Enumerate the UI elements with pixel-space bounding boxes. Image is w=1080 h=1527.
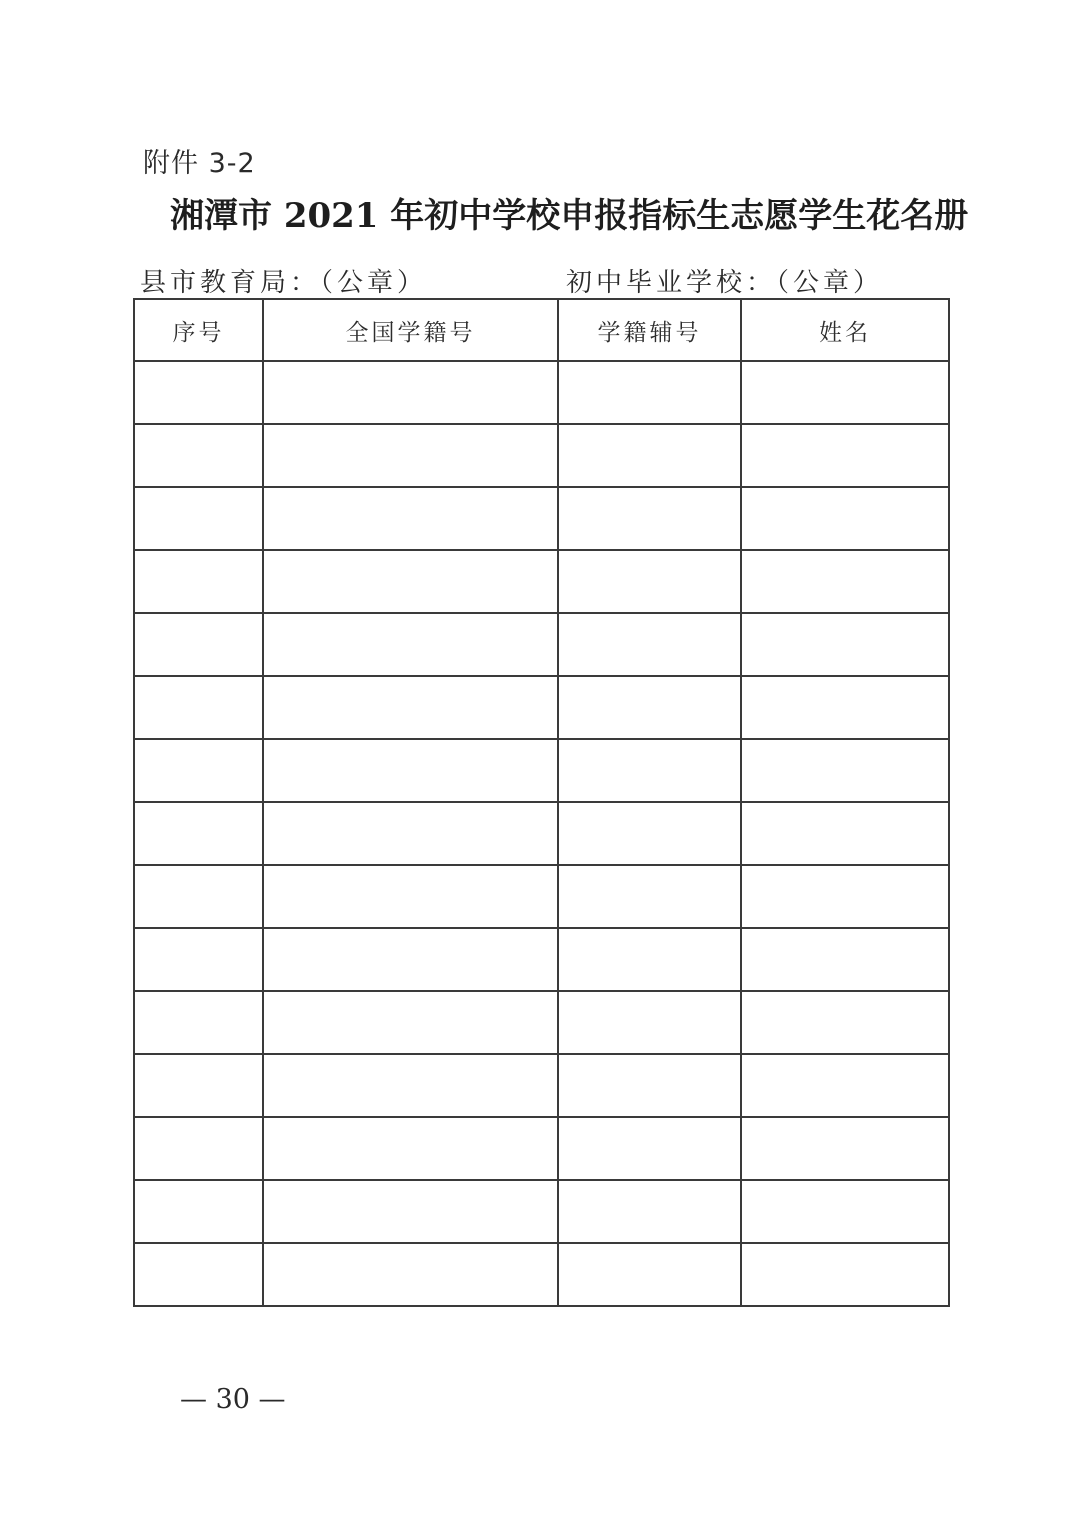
table-row [134, 928, 949, 991]
table-row [134, 1243, 949, 1306]
student-sub-id-cell[interactable] [558, 361, 741, 424]
student-sub-id-cell[interactable] [558, 550, 741, 613]
table-row [134, 613, 949, 676]
name-cell[interactable] [741, 613, 949, 676]
table-row [134, 487, 949, 550]
student-sub-id-cell[interactable] [558, 865, 741, 928]
national-student-id-cell[interactable] [263, 550, 558, 613]
serial-number-cell[interactable] [134, 739, 263, 802]
name-cell[interactable] [741, 1243, 949, 1306]
table-row [134, 1054, 949, 1117]
name-cell[interactable] [741, 361, 949, 424]
serial-number-cell[interactable] [134, 865, 263, 928]
name-cell[interactable] [741, 802, 949, 865]
student-sub-id-cell[interactable] [558, 487, 741, 550]
table-row [134, 676, 949, 739]
serial-number-cell[interactable] [134, 424, 263, 487]
name-cell[interactable] [741, 991, 949, 1054]
national-student-id-cell[interactable] [263, 676, 558, 739]
table-row [134, 739, 949, 802]
name-cell[interactable] [741, 928, 949, 991]
table-row [134, 865, 949, 928]
page-number: — 30 — [180, 1384, 286, 1415]
national-student-id-cell[interactable] [263, 1180, 558, 1243]
national-student-id-cell[interactable] [263, 1243, 558, 1306]
student-sub-id-cell[interactable] [558, 676, 741, 739]
student-sub-id-cell[interactable] [558, 424, 741, 487]
name-cell[interactable] [741, 865, 949, 928]
table-row [134, 361, 949, 424]
name-cell[interactable] [741, 550, 949, 613]
student-roster-table [133, 298, 950, 1307]
student-sub-id-cell[interactable] [558, 802, 741, 865]
name-cell[interactable] [741, 487, 949, 550]
table-row [134, 991, 949, 1054]
attachment-label: 附件 3-2 [143, 148, 256, 179]
serial-number-cell[interactable] [134, 1180, 263, 1243]
serial-number-cell[interactable] [134, 1243, 263, 1306]
table-row [134, 802, 949, 865]
table-row [134, 424, 949, 487]
national-student-id-cell[interactable] [263, 424, 558, 487]
national-student-id-cell[interactable] [263, 865, 558, 928]
student-sub-id-cell[interactable] [558, 1054, 741, 1117]
document-title: 湘潭市 2021 年初中学校申报指标生志愿学生花名册 [170, 196, 969, 236]
name-cell[interactable] [741, 424, 949, 487]
serial-number-cell[interactable] [134, 361, 263, 424]
serial-number-cell[interactable] [134, 1117, 263, 1180]
header-national-student-id: 全国学籍号 [263, 299, 558, 361]
national-student-id-cell[interactable] [263, 991, 558, 1054]
table-row [134, 550, 949, 613]
student-sub-id-cell[interactable] [558, 928, 741, 991]
national-student-id-cell[interactable] [263, 361, 558, 424]
name-cell[interactable] [741, 676, 949, 739]
serial-number-cell[interactable] [134, 1054, 263, 1117]
header-serial-number: 序号 [134, 299, 263, 361]
serial-number-cell[interactable] [134, 991, 263, 1054]
student-sub-id-cell[interactable] [558, 991, 741, 1054]
national-student-id-cell[interactable] [263, 1054, 558, 1117]
serial-number-cell[interactable] [134, 928, 263, 991]
national-student-id-cell[interactable] [263, 739, 558, 802]
table-row [134, 1117, 949, 1180]
graduating-school-stamp-field: 初中毕业学校：（公章） [566, 268, 884, 298]
national-student-id-cell[interactable] [263, 928, 558, 991]
student-sub-id-cell[interactable] [558, 1243, 741, 1306]
serial-number-cell[interactable] [134, 802, 263, 865]
table-header-row [134, 299, 949, 361]
name-cell[interactable] [741, 739, 949, 802]
national-student-id-cell[interactable] [263, 802, 558, 865]
student-sub-id-cell[interactable] [558, 613, 741, 676]
serial-number-cell[interactable] [134, 550, 263, 613]
table-row [134, 1180, 949, 1243]
student-sub-id-cell[interactable] [558, 1180, 741, 1243]
student-sub-id-cell[interactable] [558, 1117, 741, 1180]
county-bureau-stamp-field: 县市教育局：（公章） [140, 268, 428, 298]
serial-number-cell[interactable] [134, 487, 263, 550]
header-name: 姓名 [741, 299, 949, 361]
national-student-id-cell[interactable] [263, 487, 558, 550]
header-student-sub-id: 学籍辅号 [558, 299, 741, 361]
name-cell[interactable] [741, 1180, 949, 1243]
serial-number-cell[interactable] [134, 676, 263, 739]
national-student-id-cell[interactable] [263, 613, 558, 676]
name-cell[interactable] [741, 1054, 949, 1117]
name-cell[interactable] [741, 1117, 949, 1180]
serial-number-cell[interactable] [134, 613, 263, 676]
table-body [134, 361, 949, 1306]
student-sub-id-cell[interactable] [558, 739, 741, 802]
national-student-id-cell[interactable] [263, 1117, 558, 1180]
